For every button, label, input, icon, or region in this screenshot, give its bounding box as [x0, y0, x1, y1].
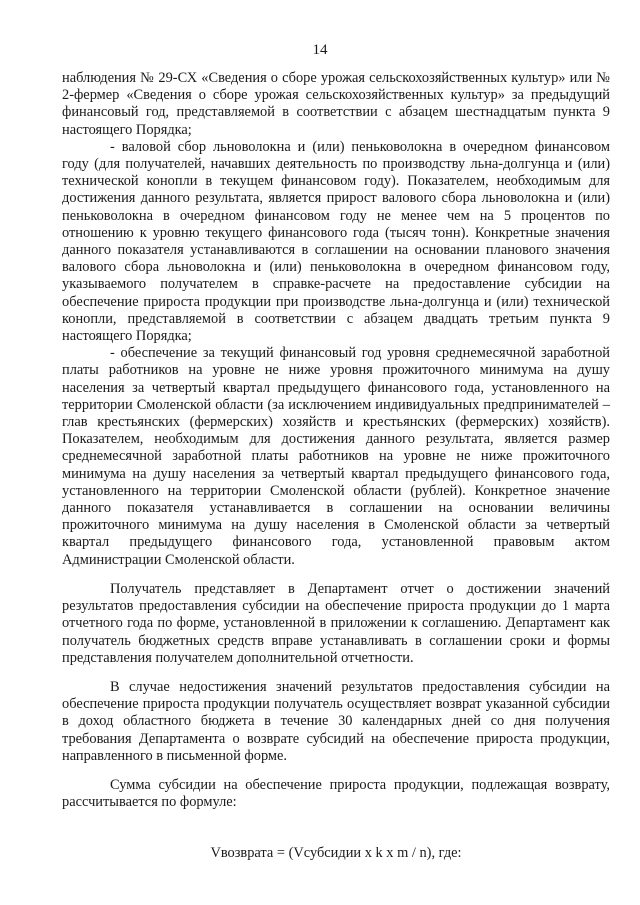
paragraph-continuation: наблюдения № 29-СХ «Сведения о сборе урожая сельскохозяйственных культур» или № 2-фермер «Сведения о сборе урожая сельскохозяйственных культур» за предыдущий финансовый год, представляемой в соответствии с абзацем шестнадцатым пункта 9 настоящего Порядка;	[62, 70, 610, 138]
paragraph-refund: В случае недостижения значений результатов предоставления субсидии на обеспечение прироста продукции получатель осуществляет возврат указанной субсидии в доход областного бюджета в течение 30 календарных дней со дня получения требования Департамента о возврате субсидий на обеспечение прироста продукции, направленного в письменной форме.	[62, 678, 610, 764]
paragraph-report: Получатель представляет в Департамент отчет о достижении значений результатов предоставления субсидии на обеспечение прироста продукции до 1 марта отчетного года по форме, установленной в приложении к соглашению. Департамент как получатель бюджетных средств вправе устанавливать в соглашении сроки и формы представления получателем дополнительной отчетности.	[62, 580, 610, 666]
paragraph-flax-fiber-result: - валовой сбор льноволокна и (или) пеньковолокна в очередном финансовом году (для получателей, начавших деятельность по производству льна-долгунца и (или) технической конопли в текущем финансовом году). Показателем, необходимым для достижения данного результата, является прирост валового сбора льноволокна и (или) пеньковолокна в очередном финансовом году не менее чем на 5 процентов по отношению к уровню текущего финансового года (тысяч тонн). Конкретные значения данного показателя устанавливаются в соглашении на основании планового значения валового сбора льноволокна и (или) пеньковолокна в очередном финансовом году, указываемого получателем в справке-расчете на предоставление субсидии на обеспечение прироста продукции при производстве льна-долгунца и (или) технической конопли, представляемой в соответствии с абзацем двадцать третьим пункта 9 настоящего Порядка;	[62, 138, 610, 345]
refund-formula: Vвозврата = (Vсубсидии x k x m / n), где:	[210, 845, 462, 862]
paragraph-salary-result: - обеспечение за текущий финансовый год уровня среднемесячной заработной платы работников на уровне не ниже уровня прожиточного минимума на душу населения за четвертый квартал предыдущего финансового года, установленного на территории Смоленской области (за исключением индивидуальных предпринимателей – глав крестьянских (фермерских) хозяйств и крестьянских (фермерских) хозяйств). Показателем, необходимым для достижения данного результата, является размер среднемесячной заработной платы работников на уровне не ниже прожиточного минимума на душу населения за четвертый квартал предыдущего финансового года, установленного на территории Смоленской области (рублей). Конкретное значение данного показателя устанавливается в соглашении на основании величины прожиточного минимума на душу населения в Смоленской области за четвертый квартал предыдущего финансового года, установленной правовым актом Администрации Смоленской области.	[62, 345, 610, 568]
paragraph-formula-intro: Сумма субсидии на обеспечение прироста продукции, подлежащая возврату, рассчитывается по формуле:	[62, 776, 610, 811]
document-body	[62, 70, 610, 863]
page-number: 14	[312, 42, 328, 58]
